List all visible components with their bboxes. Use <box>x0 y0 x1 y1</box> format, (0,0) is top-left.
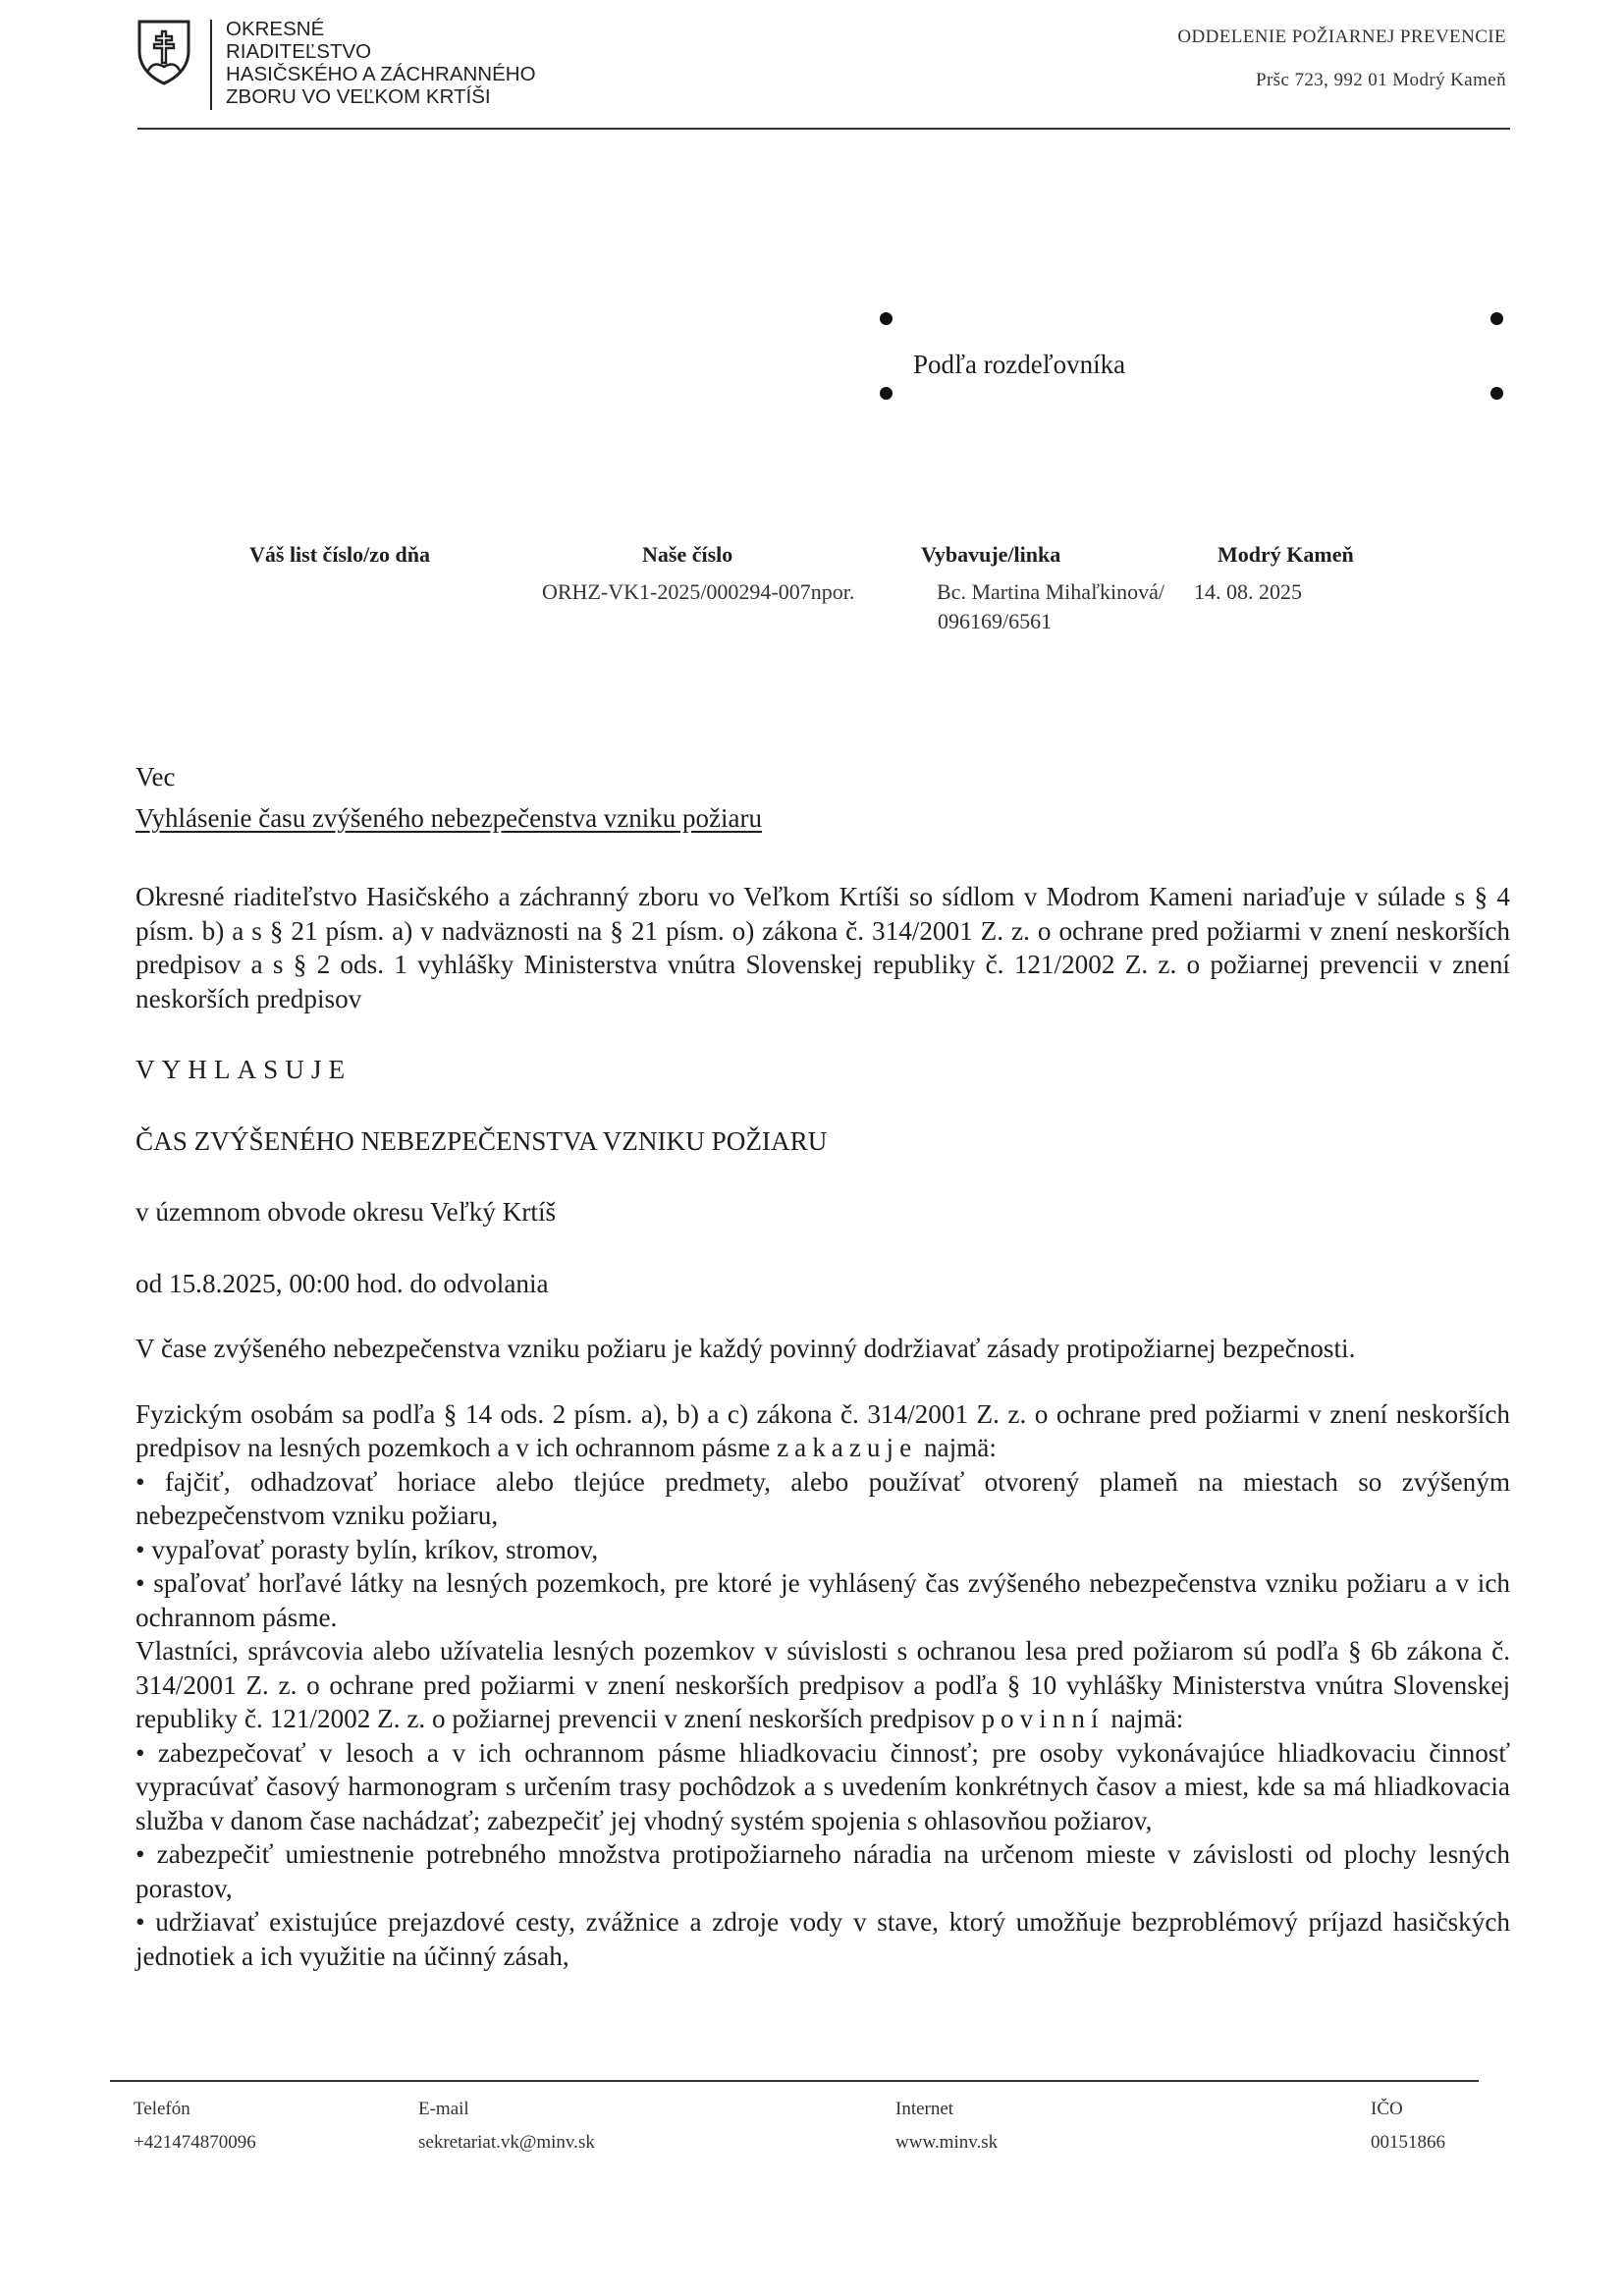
owners-intro-paragraph: Vlastníci, správcovia alebo užívatelia lesných pozemkov v súvislosti s ochranou lesa pred požiarom sú podľa § 6b zákona č. 314/2001 Z. z. o ochrane pred požiarmi v znení neskorších predpisov a podľa § 10 vyhlášky Ministerstva vnútra Slovenskej republiky č. 121/2002 Z. z. o požiarnej prevencii v znení neskorších predpisov povinní najmä: <box>135 1636 1510 1733</box>
forbid-word: zakazuje <box>777 1433 918 1462</box>
your-letter-label: Váš list číslo/zo dňa <box>249 542 430 567</box>
period-line: od 15.8.2025, 00:00 hod. do odvolania <box>135 1268 549 1298</box>
headline: ČAS ZVÝŠENÉHO NEBEZPEČENSTVA VZNIKU POŽIARU <box>135 1125 828 1156</box>
footer-rule <box>110 2080 1479 2082</box>
department-name: ODDELENIE POŽIARNEJ PREVENCIE <box>1177 27 1506 47</box>
header-divider <box>210 20 212 110</box>
slovak-coat-of-arms-icon <box>135 18 192 86</box>
window-corner-mark <box>1490 387 1503 400</box>
header-rule <box>137 128 1510 130</box>
phone-value: +421474870096 <box>134 2132 256 2153</box>
intro-paragraph: Okresné riaditeľstvo Hasičského a záchranný zboru vo Veľkom Krtíši so sídlom v Modrom Kameni nariaďuje v súlade s § 4 písm. b) a s § 21 písm. a) v nadväznosti na § 21 písm. o) zákona č. 314/2001 Z. z. o ochrane pred požiarmi v znení neskorších predpisov a s § 2 ods. 1 vyhlášky Ministerstva vnútra Slovenskej republiky č. 121/2002 Z. z. o požiarnej prevencii v znení neskorších predpisov <box>135 882 1510 1013</box>
subject-title: Vyhlásenie času zvýšeného nebezpečenstva vzniku požiaru <box>135 803 762 833</box>
window-corner-mark <box>880 387 893 400</box>
district-line: v územnom obvode okresu Veľký Krtíš <box>135 1197 557 1227</box>
duty-item: • zabezpečovať v lesoch a v ich ochrannom pásme hliadkovaciu činnosť; pre osoby vykonávajúce hliadkovaciu činnosť vypracúvať časový harmonogram s určením trasy pochôdzok a s uvedením konkrétnych časov a miest, kde sa má hliadkovacia služba v danom čase nachádzať; zabezpečiť jej vhodný systém spojenia s ohlasovňou požiarov, <box>135 1737 1510 1835</box>
obliged-word: povinní <box>981 1704 1105 1733</box>
handled-by-label: Vybavuje/linka <box>921 542 1061 567</box>
ico-label: IČO <box>1371 2099 1403 2119</box>
letter-body <box>135 880 1510 1973</box>
organization-name: OKRESNÉ RIADITEĽSTVO HASIČSKÉHO A ZÁCHRANNÉHO ZBORU VO VEĽKOM KRTÍŠI <box>226 18 536 108</box>
duty-item: • zabezpečiť umiestnenie potrebného množstva protipožiarneho náradia na určenom mieste v závislosti od plochy lesných porastov, <box>135 1839 1510 1903</box>
place-label: Modrý Kameň <box>1218 542 1354 567</box>
subject-label: Vec <box>135 762 176 792</box>
email-label: E-mail <box>418 2099 469 2119</box>
prohibition-item: • vypaľovať porasty bylín, kríkov, stromov, <box>135 1534 599 1564</box>
website-link[interactable]: www.minv.sk <box>895 2132 999 2153</box>
phone-label: Telefón <box>134 2099 190 2119</box>
prohibition-item: • fajčiť, odhadzovať horiace alebo tlejúce predmety, alebo používať otvorený plameň na miestach so zvýšeným nebezpečenstvom vzniku požiaru, <box>135 1466 1510 1530</box>
date-value: 14. 08. 2025 <box>1194 579 1302 604</box>
prohibition-item: • spaľovať horľavé látky na lesných pozemkoch, pre ktoré je vyhlásený čas zvýšeného nebezpečenstva vzniku požiaru a v ich ochrannom pásme. <box>135 1568 1510 1632</box>
department-address: Pršc 723, 992 01 Modrý Kameň <box>1255 70 1506 90</box>
our-number-value: ORHZ-VK1-2025/000294-007npor. <box>542 579 855 604</box>
window-corner-mark <box>1490 312 1503 325</box>
internet-label: Internet <box>895 2099 954 2119</box>
declares-heading: VYHLASUJE <box>135 1055 352 1084</box>
handled-by-value: Bc. Martina Mihaľkinová/ 096169/6561 <box>937 579 1164 633</box>
department-block <box>1177 16 1506 102</box>
general-duty-paragraph: V čase zvýšeného nebezpečenstva vzniku požiaru je každý povinný dodržiavať zásady protipožiarnej bezpečnosti. <box>135 1334 1356 1363</box>
ico-value: 00151866 <box>1371 2132 1445 2153</box>
our-number-label: Naše číslo <box>642 542 733 567</box>
recipient: Podľa rozdeľovníka <box>913 350 1126 379</box>
persons-intro-paragraph: Fyzickým osobám sa podľa § 14 ods. 2 písm. a), b) a c) zákona č. 314/2001 Z. z. o ochrane pred požiarmi v znení neskorších predpisov na lesných pozemkoch a v ich ochrannom pásme zakazuje najmä: <box>135 1398 1510 1462</box>
duty-item: • udržiavať existujúce prejazdové cesty, zvážnice a zdroje vody v stave, ktorý umožňuje bezproblémový príjazd hasičských jednotiek a ich využitie na účinný zásah, <box>135 1907 1510 1971</box>
window-corner-mark <box>880 312 893 325</box>
email-link[interactable]: sekretariat.vk@minv.sk <box>418 2132 595 2153</box>
